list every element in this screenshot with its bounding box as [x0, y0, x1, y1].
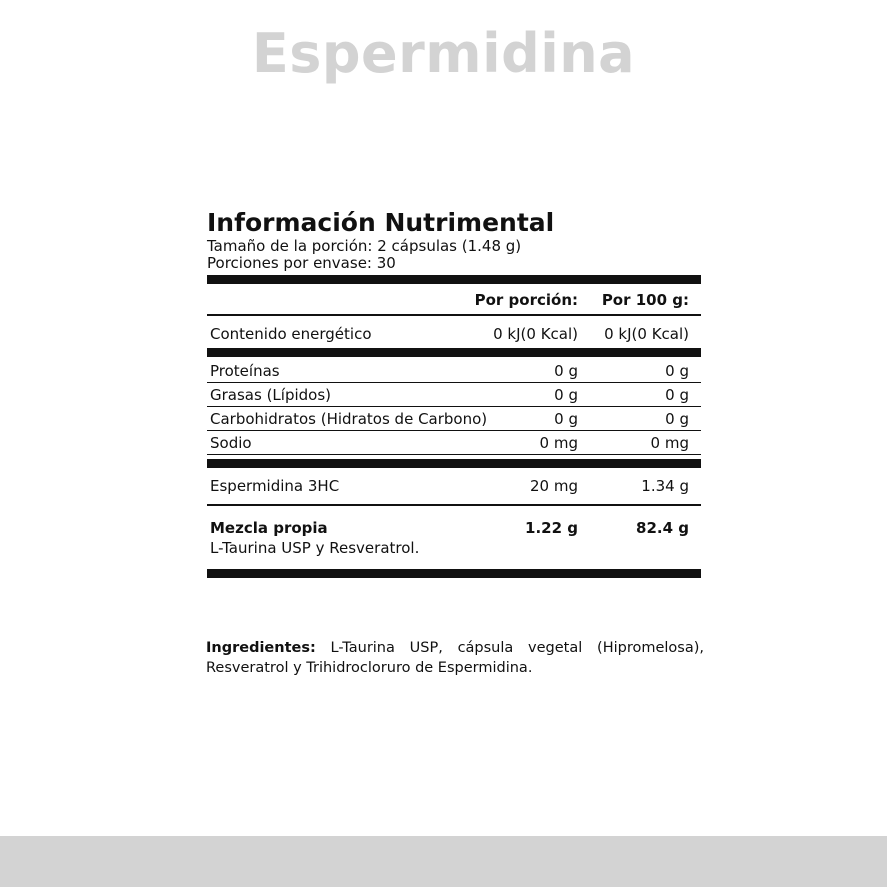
panel-title: Información Nutrimental: [207, 208, 555, 237]
nutrient-label: Grasas (Lípidos): [210, 386, 332, 404]
spermidine-row: [207, 468, 701, 504]
footer-band: [0, 836, 887, 887]
spermidine-per-100g: 1.34 g: [641, 477, 689, 495]
divider-thick: [207, 275, 701, 284]
column-header-per-100g: Por 100 g:: [601, 291, 689, 309]
blend-detail: L-Taurina USP y Resveratrol.: [210, 539, 420, 557]
divider-thick: [207, 459, 701, 468]
nutrient-per-100g: 0 g: [665, 362, 689, 380]
divider-thick: [207, 569, 701, 578]
nutrient-per-100g: 0 g: [665, 410, 689, 428]
nutrient-per-serving: 0 g: [554, 386, 578, 404]
nutrient-per-serving: 0 g: [554, 410, 578, 428]
energy-per-100g: 0 kJ(0 Kcal): [604, 325, 689, 343]
nutrient-per-100g: 0 g: [665, 386, 689, 404]
nutrient-row-fats: [207, 383, 701, 407]
energy-label: Contenido energético: [210, 325, 372, 343]
ingredients-label: Ingredientes:: [206, 640, 316, 656]
ingredients-text: [206, 638, 704, 678]
nutrient-row-proteins: [207, 359, 701, 383]
nutrient-per-100g: 0 mg: [650, 434, 689, 452]
brand-title: Espermidina: [251, 22, 636, 85]
nutrient-label: Proteínas: [210, 362, 280, 380]
spermidine-label: Espermidina 3HC: [210, 477, 340, 495]
servings-per-container: Porciones por envase: 30: [207, 254, 396, 272]
nutrient-label: Sodio: [210, 434, 252, 452]
nutrient-row-sodium: [207, 431, 701, 455]
column-header-row: [207, 284, 701, 314]
spermidine-per-serving: 20 mg: [530, 477, 578, 495]
energy-per-serving: 0 kJ(0 Kcal): [493, 325, 578, 343]
nutrient-per-serving: 0 g: [554, 362, 578, 380]
nutrient-row-carbohydrates: [207, 407, 701, 431]
blend-per-100g: 82.4 g: [636, 519, 689, 537]
nutrient-per-serving: 0 mg: [539, 434, 578, 452]
nutrition-panel: [207, 208, 701, 578]
column-header-per-serving: Por porción:: [474, 291, 578, 309]
divider-thick: [207, 348, 701, 357]
blend-row: [207, 506, 701, 566]
serving-size: Tamaño de la porción: 2 cápsulas (1.48 g): [207, 237, 522, 255]
energy-row: [207, 316, 701, 348]
blend-label: Mezcla propia: [210, 519, 328, 537]
blend-per-serving: 1.22 g: [525, 519, 578, 537]
ingredients-list: L-Taurina USP, cápsula vegetal (Hipromelosa), Resveratrol y Trihidrocloruro de Espermidina.: [206, 640, 704, 676]
nutrient-label: Carbohidratos (Hidratos de Carbono): [210, 410, 488, 428]
